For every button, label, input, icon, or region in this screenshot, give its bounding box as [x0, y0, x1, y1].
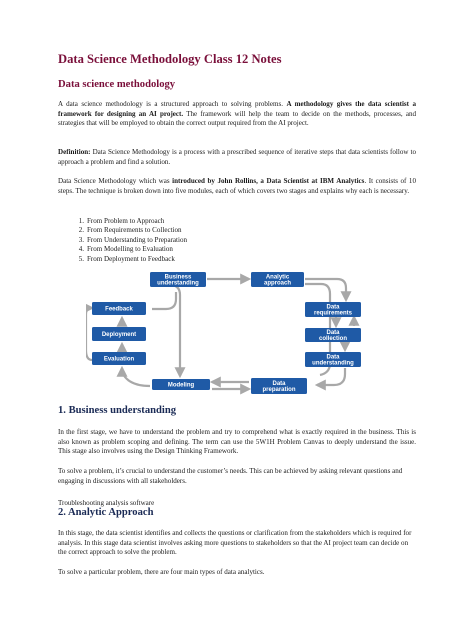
- node-label: Feedback: [105, 306, 133, 313]
- troubleshooting-link-text[interactable]: Troubleshooting analysis software: [58, 499, 155, 507]
- rollins-text-2: . It consists of 10 steps. The technique is broken down into five modules, each of which covers two stages and explains why each is necessary.: [58, 177, 416, 195]
- node-label: approach: [263, 280, 292, 287]
- node-feedback: [92, 302, 146, 315]
- node-business-understanding: [150, 272, 206, 287]
- node-modeling: [152, 379, 210, 390]
- node-label: Data: [326, 304, 340, 311]
- node-label: Data: [272, 381, 286, 387]
- node-label: preparation: [262, 387, 296, 394]
- node-deployment: [92, 327, 146, 341]
- arrow-feedback-loop: [152, 292, 176, 309]
- arrow-analytic-to-requirements: [305, 279, 346, 300]
- arrow-modeling-to-evaluation: [122, 368, 150, 386]
- node-label: Deployment: [101, 332, 137, 339]
- node-label: Data: [326, 330, 340, 336]
- node-label: requirements: [313, 310, 353, 317]
- rollins-paragraph: [58, 177, 416, 196]
- section1-heading: 1. Business understanding: [58, 405, 177, 416]
- node-label: Business: [164, 274, 192, 281]
- node-data-preparation: [251, 378, 307, 394]
- methodology-diagram: [86, 268, 386, 400]
- section2-paragraph-2: To solve a particular problem, there are four main types of data analytics.: [58, 568, 265, 576]
- node-label: understanding: [157, 280, 199, 287]
- node-label: understanding: [312, 360, 354, 367]
- section1-paragraph-2: To solve a problem, it’s crucial to understand the customer’s needs. This can be achieved by asking relevant questions and engaging in discussions with all stakeholders.: [58, 467, 403, 485]
- intro-text-2: The framework will help the team to decide on the methods, processes, and strategies that will be employed to obtain the correct output required from the AI project.: [58, 109, 416, 128]
- arrow-evaluation-feedback-loop: [86, 308, 92, 360]
- node-label: Modeling: [167, 382, 195, 389]
- intro-bold: A methodology gives the data scientist a framework for designing an AI project.: [58, 100, 417, 118]
- definition-label: Definition:: [58, 148, 91, 156]
- modules-list: [58, 217, 187, 264]
- page-title: Data Science Methodology Class 12 Notes: [58, 52, 282, 66]
- intro-text-1: A data science methodology is a structured approach to solving problems.: [58, 100, 287, 108]
- intro-paragraph: [58, 100, 416, 129]
- definition-text: Data Science Methodology is a process with a prescribed sequence of iterative steps that data scientists follow to approach a problem and find a solution.: [58, 148, 416, 166]
- definition-paragraph: [58, 148, 416, 167]
- node-label: collection: [318, 336, 348, 343]
- node-analytic-approach: [251, 272, 304, 287]
- list-item: 5. From Deployment to Feedback: [78, 254, 175, 263]
- section-heading: Data science methodology: [58, 79, 176, 90]
- section1-paragraph-1: In the first stage, we have to understand the problem and try to comprehend what is exactly required in the business. This is also known as problem scoping and defining. The term can use the 5W1H Problem Canvas to deeply understand the issue. This stage also involves using the Design Thinking Framework.: [58, 428, 416, 456]
- node-label: Evaluation: [103, 356, 135, 363]
- node-evaluation: [92, 352, 146, 365]
- list-item: 4. From Modelling to Evaluation: [78, 245, 173, 254]
- section2-paragraph-1: In this stage, the data scientist identifies and collects the questions or clarification from the stakeholders which is required for analysis. In this stage data scientist involves asking more questions to stakeholders so that the AI project team can decide on the correct approach to solve the problem.: [58, 529, 412, 557]
- node-data-understanding: [305, 352, 361, 367]
- arrow-understanding-to-preparation: [317, 368, 345, 385]
- node-data-requirements: [305, 302, 361, 317]
- section2-heading: 2. Analytic Approach: [58, 507, 154, 518]
- list-item: 2. From Requirements to Collection: [78, 226, 182, 235]
- node-label: Analytic: [265, 274, 290, 281]
- list-item: 3. From Understanding to Preparation: [78, 235, 188, 244]
- node-label: Data: [326, 354, 340, 361]
- node-data-collection: [305, 328, 361, 342]
- list-item: 1. From Problem to Approach: [78, 217, 165, 225]
- rollins-bold: introduced by John Rollins, a Data Scientist at IBM Analytics: [172, 177, 365, 185]
- rollins-text-1: Data Science Methodology which was: [58, 177, 173, 185]
